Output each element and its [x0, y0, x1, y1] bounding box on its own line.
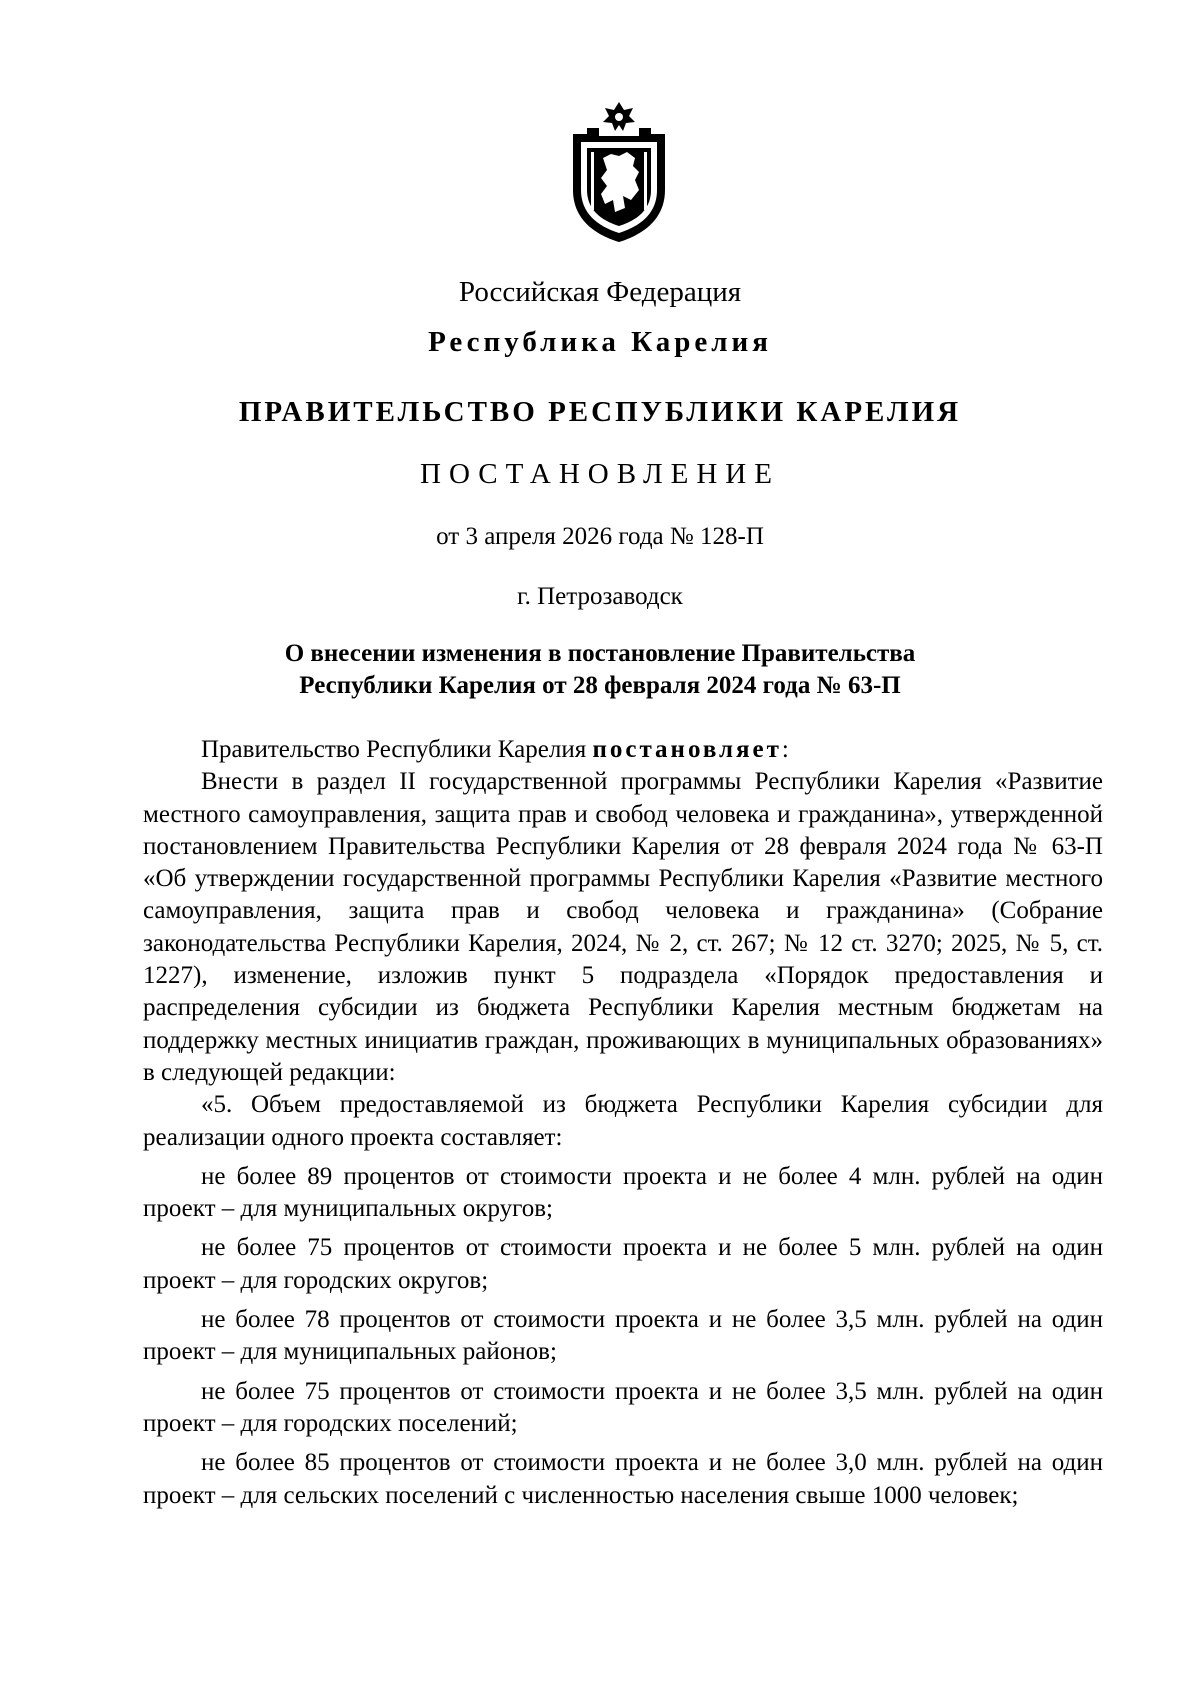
government-name: ПРАВИТЕЛЬСТВО РЕСПУБЛИКИ КАРЕЛИЯ	[238, 396, 962, 428]
document-date-number: от 3 апреля 2026 года № 128-П	[436, 523, 764, 550]
intro-verb: постановляет	[592, 736, 782, 763]
body-paragraph-1: Внести в раздел II государственной программы Республики Карелия «Развитие местного самоуправления, защита прав и свобод человека и гражданина», утвержденной постановлением Правительства Республики Карелия от 28 февраля 2024 года № 63-П «Об утверждении государственной программы Республики Карелия «Развитие местного самоуправления, защита прав и свобод человека и гражданина» (Собрание законодательства Республики Карелия, 2024, № 2, ст. 267; № 12 ст. 3270; 2025, № 5, ст. 1227), изменение, изложив пункт 5 подраздела «Порядок предоставления и распределения субсидии из бюджета Республики Карелия местным бюджетам на поддержку местных инициатив граждан, проживающих в муниципальных образованиях» в следующей редакции:	[143, 768, 1103, 1086]
republic-name: Республика Карелия	[428, 326, 772, 358]
list-item: не более 75 процентов от стоимости проекта и не более 5 млн. рублей на один проект – для городских округов;	[143, 1234, 1103, 1294]
list-item: не более 89 процентов от стоимости проекта и не более 4 млн. рублей на один проект – для муниципальных округов;	[143, 1162, 1103, 1223]
list-item: не более 75 процентов от стоимости проекта и не более 3,5 млн. рублей на один проект – для городских поселений;	[143, 1377, 1103, 1437]
intro-text: Правительство Республики Карелия	[201, 736, 593, 763]
document-subject	[240, 638, 960, 702]
document-body	[143, 734, 1103, 1512]
body-paragraph-2: «5. Объем предоставляемой из бюджета Республики Карелия субсидии для реализации одного проекта составляет:	[143, 1091, 1103, 1151]
document-city: г. Петрозаводск	[517, 583, 683, 610]
intro-paragraph	[143, 734, 1103, 766]
karelia-coat-of-arms-icon	[565, 100, 673, 244]
subject-line-1: О внесении изменения в постановление Правительства	[284, 640, 916, 667]
subject-line-2: Республики Карелия от 28 февраля 2024 года № 63-П	[299, 672, 901, 699]
list-item: не более 85 процентов от стоимости проекта и не более 3,0 млн. рублей на один проект – для сельских поселений с численностью населения свыше 1000 человек;	[143, 1449, 1103, 1509]
list-item: не более 78 процентов от стоимости проекта и не более 3,5 млн. рублей на один проект – для муниципальных районов;	[143, 1306, 1103, 1366]
intro-colon: :	[781, 736, 789, 763]
document-type: ПОСТАНОВЛЕНИЕ	[420, 458, 780, 490]
federation-name: Российская Федерация	[458, 276, 742, 308]
